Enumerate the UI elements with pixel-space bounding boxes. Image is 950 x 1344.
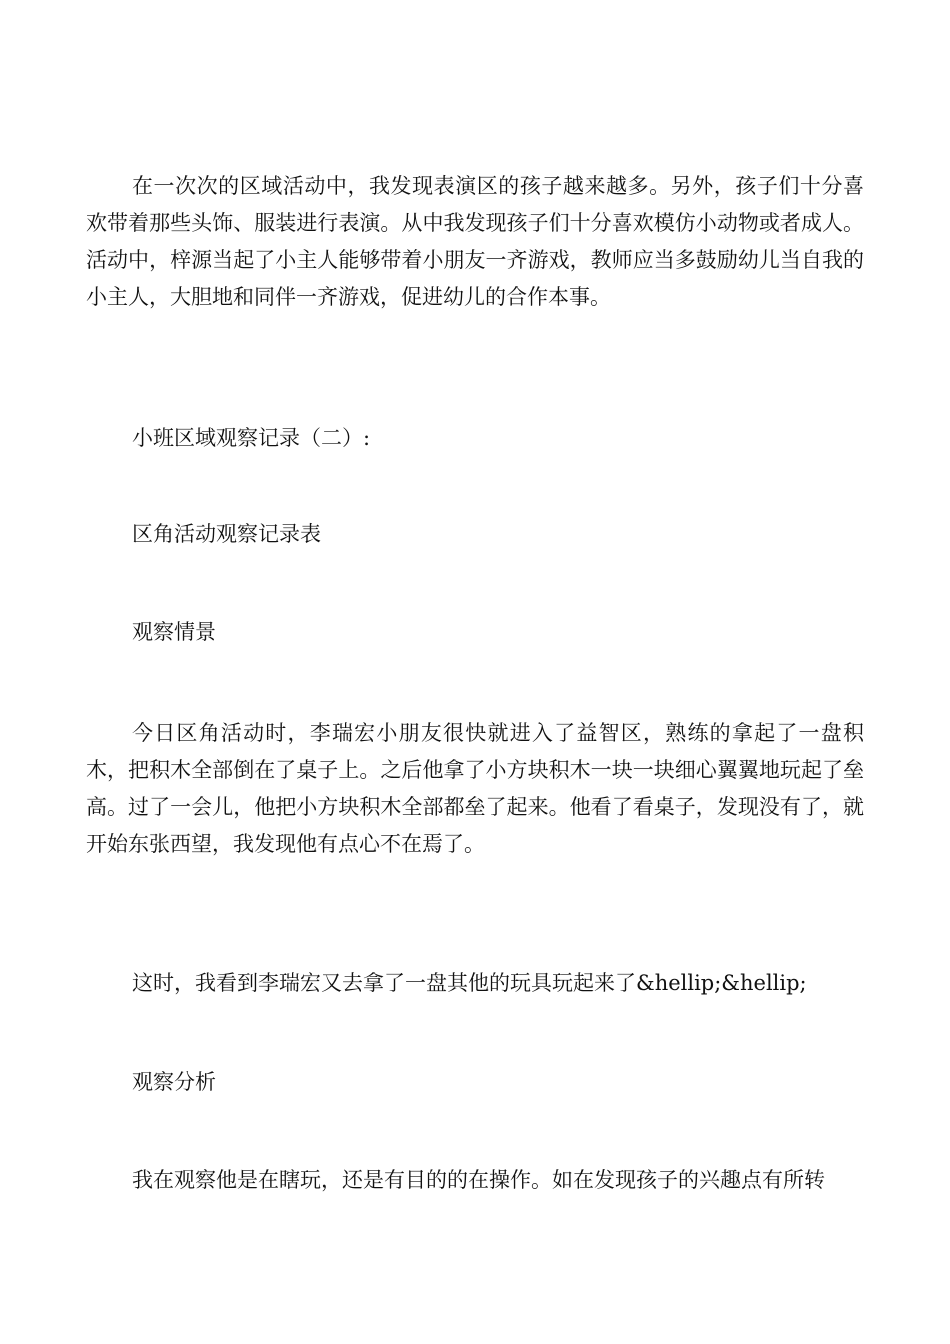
paragraph-observation-analysis: 我在观察他是在瞎玩，还是有目的的在操作。如在发现孩子的兴趣点有所转 [132, 1168, 825, 1192]
observation-scene-heading: 观察情景 [132, 620, 216, 644]
paragraph-another-toy: 这时，我看到李瑞宏又去拿了一盘其他的玩具玩起来了&hellip;&hellip; [132, 971, 807, 995]
record-table-title: 区角活动观察记录表 [132, 522, 321, 546]
paragraph-performance-area: 在一次次的区域活动中，我发现表演区的孩子越来越多。另外，孩子们十分喜欢带着那些头饰、服装进行表演。从中我发现孩子们十分喜欢模仿小动物或者成人。活动中，梓源当起了小主人能够带着小朋友一齐游戏，教师应当多鼓励幼儿当自我的小主人，大胆地和同伴一齐游戏，促进幼儿的合作本事。 [86, 174, 864, 309]
paragraph-observation-scene: 今日区角活动时，李瑞宏小朋友很快就进入了益智区，熟练的拿起了一盘积木，把积木全部倒在了桌子上。之后他拿了小方块积木一块一块细心翼翼地玩起了垒高。过了一会儿，他把小方块积木全部都垒了起来。他看了看桌子，发现没有了，就开始东张西望，我发现他有点心不在焉了。 [86, 721, 864, 856]
observation-analysis-heading: 观察分析 [132, 1070, 216, 1094]
section-heading-record-two: 小班区域观察记录（二）: [132, 426, 371, 450]
